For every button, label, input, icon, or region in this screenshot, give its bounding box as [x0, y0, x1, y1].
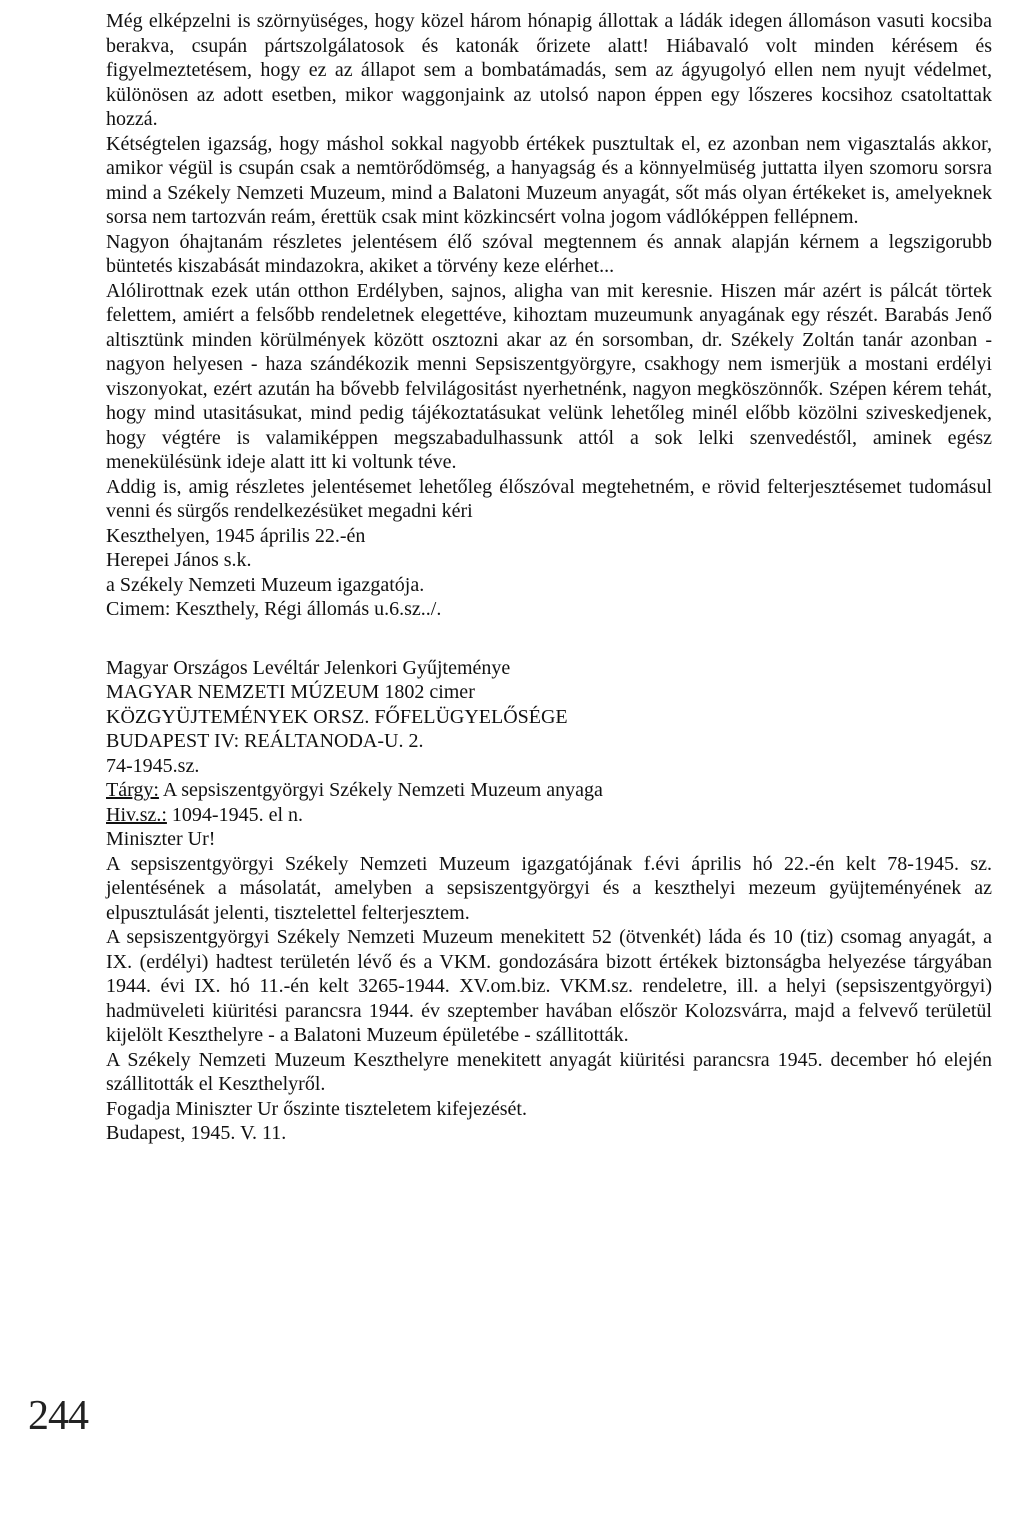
file-number: 74-1945.sz. [106, 754, 200, 777]
letter-paragraph-2: A sepsiszentgyörgyi Székely Nemzeti Muzeum menekitett 52 (ötvenkét) láda és 10 (tiz) csomag anyagát, a IX. (erdélyi) hadtest területén lévő és a VKM. gondozására bizott értékek biztonságba helyezése tárgyában 1944. évi IX. hó 11.-én kelt 3265-1944. XV.om.biz. VKM.sz. rendeletre, ill. a helyi (sepsiszentgyörgyi) hadmüveleti kiüritési parancsra 1944. év szeptember havában először Kolozsvárra, majd a felvevő területül kijelölt Keszthelyre - a Balatoni Muzeum épületébe - szállitották. [106, 926, 992, 1046]
reference-line [106, 803, 992, 828]
letter-paragraph-1: A sepsiszentgyörgyi Székely Nemzeti Muzeum igazgatójának f.évi április hó 22.-én kelt 78-1945. sz. jelentésének a másolatát, amelyben a sepsiszentgyörgyi és a keszthelyi mezeum gyüjteményének az elpusztulását jelenti, tisztelettel felterjesztem. [106, 852, 992, 924]
paragraph-5: Addig is, amig részletes jelentésemet lehetőleg élőszóval megtehetném, e rövid felterjesztésemet tudomásul venni és sürgős rendelkezésüket megadni kéri [106, 475, 992, 522]
letterhead-museum: MAGYAR NEMZETI MÚZEUM 1802 cimer [106, 681, 475, 703]
archive-source: Magyar Országos Levéltár Jelenkori Gyűjteménye [106, 656, 511, 679]
reference-label: Hiv.sz.: [106, 803, 167, 826]
signature-title: a Székely Nemzeti Muzeum igazgatója. [106, 573, 425, 596]
closing-date: Budapest, 1945. V. 11. [106, 1122, 287, 1144]
paragraph-1: Még elképzelni is szörnyüséges, hogy közel három hónapig állottak a ládák idegen állomáson vasuti kocsiba berakva, csupán pártszolgálatosok és katonák őrizete alatt! Hiábavaló volt minden kérésem és figyelmeztetésem, hogy ez az állapot sem a bombatámadás, sem az ágyugolyó ellen nem nyujt védelmet, különösen az adott esetben, mikor waggonjaink az utolsó napon éppen egy lőszeres kocsihoz csatoltattak hozzá. [106, 10, 992, 130]
paragraph-3: Nagyon óhajtanám részletes jelentésem élő szóval megtennem és annak alapján kérnem a legszigorubb büntetés kiszabását mindazokra, akiket a törvény keze elérhet... [106, 230, 992, 277]
reference-text: 1094-1945. el n. [166, 803, 304, 826]
signature-address: Cimem: Keszthely, Régi állomás u.6.sz../. [106, 598, 442, 620]
subject-text: A sepsiszentgyörgyi Székely Nemzeti Muzeum anyaga [158, 779, 603, 801]
signature-name: Herepei János s.k. [106, 549, 252, 571]
page-number: 244 [28, 1393, 88, 1439]
paragraph-4: Alólirottnak ezek után otthon Erdélyben, sajnos, aligha van mit keresnie. Hiszen már azért is pálcát törtek felettem, amiért a felsőbb rendeletnek elegettéve, kihoztam muzeumunk anyagának egy részét. Barabás Jenő altisztünk minden körülmények között osztozni akar az én sorsomban, dr. Székely Zoltán tanár azonban - nagyon helyesen - haza szándékozik menni Sepsiszentgyörgyre, csakhogy nem ismerjük a mostani erdélyi viszonyokat, ezért azután ha bővebb felvilágositást nyerhetnénk, nagyon megköszönnők. Szépen kérem tehát, hogy mind utasitásukat, mind pedig tájékoztatásukat velünk lehetőleg minél előbb közölni sziveskedjenek, hogy végtére is valamiképpen megszabadulhassunk attól a sok lelki szenvedéstől, aminek egész menekülésünk ideje alatt itt ki voltunk téve. [106, 279, 992, 473]
closing-formula: Fogadja Miniszter Ur őszinte tiszteletem kifejezését. [106, 1097, 527, 1120]
subject-line [106, 778, 992, 803]
salutation: Miniszter Ur! [106, 828, 216, 850]
letterhead-address: BUDAPEST IV: REÁLTANODA-U. 2. [106, 730, 424, 752]
text-column [106, 9, 992, 1146]
section-gap [106, 622, 992, 656]
letter-paragraph-3: A Székely Nemzeti Muzeum Keszthelyre menekitett anyagát kiüritési parancsra 1945. december hó elején szállitották el Keszthelyről. [106, 1048, 992, 1095]
subject-label: Tárgy: [106, 779, 159, 801]
letterhead-office: KÖZGYÜJTEMÉNYEK ORSZ. FŐFELÜGYELŐSÉGE [106, 705, 568, 728]
paragraph-2: Kétségtelen igazság, hogy máshol sokkal nagyobb értékek pusztultak el, ez azonban nem vigasztalás akkor, amikor végül is csupán csak a nemtörődömség, a hanyagság és a könnyelmüség juttatta ilyen szomoru sorsra mind a Székely Nemzeti Muzeum, mind a Balatoni Muzeum anyagát, sőt más olyan értékeket is, amelyeknek sorsa nem tartozván reám, érettük csak mint közkincsért volna jogom vádlóképpen fellépnem. [106, 132, 992, 228]
signature-place-date: Keszthelyen, 1945 április 22.-én [106, 524, 366, 547]
